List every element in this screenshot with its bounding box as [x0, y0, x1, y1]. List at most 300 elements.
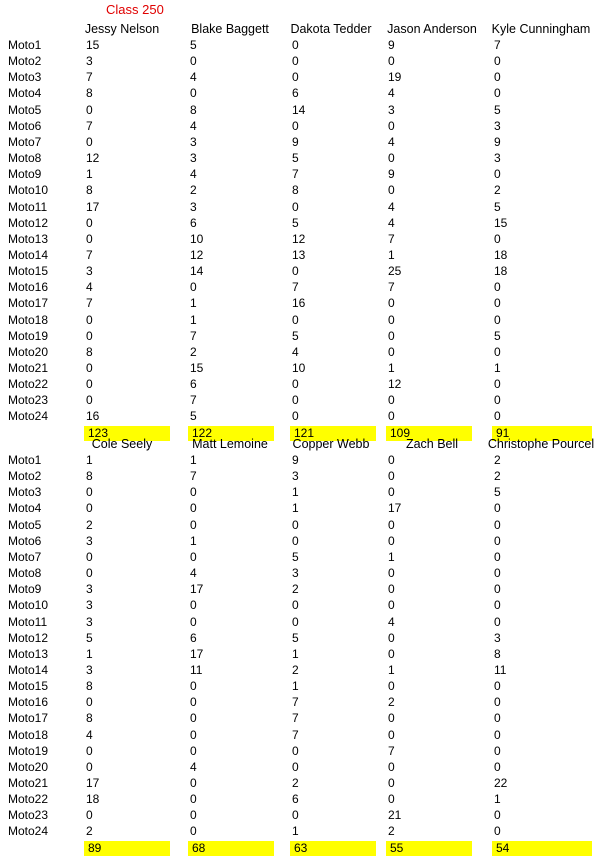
score-cell: 1: [292, 679, 299, 694]
score-cell: 7: [388, 231, 395, 246]
score-cell: 0: [292, 118, 299, 133]
moto-label: Moto6: [8, 533, 42, 548]
score-cell: 3: [86, 533, 93, 548]
score-cell: 1: [190, 296, 197, 311]
score-cell: 1: [190, 312, 197, 327]
score-cell: 22: [494, 776, 508, 790]
score-cell: 0: [190, 86, 197, 101]
score-cell: 0: [494, 296, 501, 311]
score-cell: 3: [86, 264, 93, 279]
score-cell: 0: [494, 54, 501, 69]
score-cell: 0: [494, 759, 501, 774]
score-cell: 0: [388, 727, 395, 742]
score-cell: 4: [86, 727, 93, 742]
score-cell: 0: [190, 517, 197, 532]
score-cell: 3: [86, 662, 93, 677]
score-cell: 0: [190, 614, 197, 629]
score-cell: 0: [494, 86, 501, 101]
score-cell: 8: [86, 183, 93, 198]
score-cell: 0: [494, 614, 501, 629]
score-cell: 5: [190, 409, 197, 424]
score-cell: 6: [190, 215, 197, 230]
score-cell: 0: [388, 344, 395, 359]
moto-label: Moto20: [8, 759, 49, 774]
score-cell: 0: [494, 501, 501, 516]
score-cell: 16: [86, 409, 100, 424]
score-cell: 0: [292, 743, 299, 758]
score-cell: 8: [86, 86, 93, 101]
moto-label: Moto23: [8, 808, 49, 823]
score-cell: 0: [190, 549, 197, 564]
moto-label: Moto5: [8, 102, 42, 117]
class-title: Class 250: [106, 2, 164, 17]
score-cell: 7: [292, 280, 299, 295]
score-cell: 1: [292, 485, 299, 500]
score-cell: 5: [292, 151, 299, 166]
score-cell: 0: [190, 743, 197, 758]
score-cell: 4: [190, 759, 197, 774]
moto-label: Moto17: [8, 711, 49, 726]
moto-label: Moto19: [8, 743, 49, 758]
score-cell: 4: [388, 614, 395, 629]
score-cell: 0: [494, 70, 501, 85]
moto-label: Moto8: [8, 151, 42, 166]
score-cell: 1: [86, 646, 93, 661]
score-cell: 15: [86, 38, 100, 52]
score-cell: 0: [494, 231, 501, 246]
score-cell: 7: [292, 695, 299, 710]
score-cell: 3: [86, 598, 93, 613]
moto-label: Moto5: [8, 517, 42, 532]
score-cell: 0: [388, 296, 395, 311]
score-cell: 0: [494, 679, 501, 694]
score-cell: 7: [86, 118, 93, 133]
total-cell: 121: [290, 426, 376, 441]
score-cell: 0: [86, 549, 93, 564]
moto-label: Moto2: [8, 54, 42, 69]
score-cell: 5: [494, 328, 501, 343]
score-cell: 3: [494, 151, 501, 166]
score-cell: 1: [292, 824, 299, 839]
score-cell: 0: [494, 280, 501, 295]
score-cell: 0: [86, 328, 93, 343]
score-cell: 16: [292, 296, 306, 311]
score-cell: 0: [494, 743, 501, 758]
score-cell: 14: [190, 264, 204, 279]
rider-header: Kyle Cunningham: [491, 22, 591, 36]
moto-label: Moto13: [8, 646, 49, 661]
score-cell: 0: [86, 312, 93, 327]
score-cell: 4: [190, 167, 197, 182]
score-cell: 3: [190, 134, 197, 149]
score-cell: 15: [190, 361, 204, 375]
score-cell: 11: [494, 662, 507, 677]
score-cell: 5: [86, 630, 93, 645]
score-cell: 0: [494, 409, 501, 424]
score-cell: 7: [86, 247, 93, 262]
score-cell: 0: [494, 377, 501, 392]
score-cell: 0: [190, 727, 197, 742]
moto-label: Moto3: [8, 485, 42, 500]
score-cell: 0: [190, 54, 197, 69]
score-cell: 7: [292, 167, 299, 182]
score-cell: 0: [190, 501, 197, 516]
moto-label: Moto10: [8, 183, 49, 198]
score-cell: 4: [292, 344, 299, 359]
score-cell: 1: [190, 533, 197, 548]
score-cell: 0: [292, 614, 299, 629]
score-cell: 0: [494, 533, 501, 548]
rider-header: Copper Webb: [292, 437, 370, 451]
moto-label: Moto16: [8, 695, 49, 710]
score-cell: 0: [190, 679, 197, 694]
score-cell: 0: [292, 598, 299, 613]
score-cell: 0: [86, 566, 93, 581]
score-cell: 0: [190, 808, 197, 823]
score-cell: 7: [292, 727, 299, 742]
moto-label: Moto1: [8, 38, 42, 52]
score-cell: 9: [388, 167, 395, 182]
score-cell: 0: [494, 549, 501, 564]
score-cell: 1: [388, 662, 395, 677]
score-cell: 0: [190, 776, 197, 790]
moto-label: Moto9: [8, 167, 42, 182]
moto-label: Moto18: [8, 727, 49, 742]
score-cell: 2: [190, 183, 197, 198]
score-cell: 0: [86, 501, 93, 516]
score-cell: 0: [494, 695, 501, 710]
score-cell: 0: [86, 808, 93, 823]
score-cell: 0: [388, 183, 395, 198]
score-cell: 3: [86, 614, 93, 629]
score-cell: 4: [388, 86, 395, 101]
score-cell: 2: [292, 662, 299, 677]
score-cell: 0: [388, 630, 395, 645]
score-cell: 0: [86, 134, 93, 149]
score-cell: 0: [494, 598, 501, 613]
score-cell: 2: [494, 183, 501, 198]
score-cell: 0: [494, 312, 501, 327]
score-cell: 0: [292, 377, 299, 392]
score-cell: 17: [86, 199, 100, 214]
moto-label: Moto3: [8, 70, 42, 85]
score-cell: 8: [190, 102, 197, 117]
score-cell: 10: [190, 231, 204, 246]
score-cell: 0: [494, 808, 501, 823]
score-cell: 6: [292, 86, 299, 101]
score-cell: 0: [494, 727, 501, 742]
rider-header: Dakota Tedder: [290, 22, 372, 36]
total-cell: 123: [84, 426, 170, 441]
rider-header: Matt Lemoine: [192, 437, 268, 451]
score-cell: 11: [190, 662, 203, 677]
total-cell: 122: [188, 426, 274, 441]
score-cell: 0: [388, 54, 395, 69]
score-cell: 0: [388, 118, 395, 133]
score-cell: 0: [388, 151, 395, 166]
score-cell: 15: [494, 215, 508, 230]
score-cell: 0: [86, 361, 93, 375]
moto-label: Moto2: [8, 469, 42, 484]
score-cell: 9: [292, 134, 299, 149]
score-cell: 0: [388, 409, 395, 424]
moto-label: Moto1: [8, 453, 42, 467]
score-cell: 13: [292, 247, 306, 262]
moto-label: Moto13: [8, 231, 49, 246]
score-cell: 0: [388, 646, 395, 661]
score-cell: 0: [190, 711, 197, 726]
score-cell: 19: [388, 70, 402, 85]
score-cell: 5: [494, 485, 501, 500]
score-cell: 18: [494, 247, 508, 262]
score-cell: 0: [292, 409, 299, 424]
score-cell: 0: [388, 711, 395, 726]
moto-label: Moto24: [8, 824, 49, 839]
score-cell: 17: [388, 501, 402, 516]
score-cell: 7: [190, 469, 197, 484]
score-cell: 8: [86, 711, 93, 726]
moto-label: Moto4: [8, 86, 42, 101]
rider-header: Blake Baggett: [191, 22, 269, 36]
moto-label: Moto21: [8, 776, 49, 790]
moto-label: Moto23: [8, 393, 49, 408]
score-cell: 0: [86, 485, 93, 500]
score-cell: 0: [86, 393, 93, 408]
total-cell: 63: [290, 841, 376, 856]
score-cell: 0: [86, 695, 93, 710]
score-cell: 25: [388, 264, 402, 279]
rider-header: Cole Seely: [91, 437, 153, 451]
total-cell: 68: [188, 841, 274, 856]
score-cell: 0: [86, 102, 93, 117]
score-cell: 7: [190, 393, 197, 408]
score-cell: 14: [292, 102, 306, 117]
moto-label: Moto6: [8, 118, 42, 133]
score-cell: 0: [292, 264, 299, 279]
score-cell: 0: [190, 485, 197, 500]
score-cell: 0: [292, 70, 299, 85]
score-cell: 0: [292, 199, 299, 214]
score-cell: 5: [292, 215, 299, 230]
score-cell: 4: [86, 280, 93, 295]
moto-label: Moto12: [8, 215, 49, 230]
score-cell: 0: [388, 485, 395, 500]
score-cell: 0: [388, 776, 395, 790]
score-cell: 0: [388, 328, 395, 343]
score-cell: 0: [388, 566, 395, 581]
score-cell: 0: [494, 517, 501, 532]
score-cell: 0: [388, 393, 395, 408]
score-cell: 3: [292, 566, 299, 581]
score-cell: 4: [190, 70, 197, 85]
moto-label: Moto16: [8, 280, 49, 295]
score-cell: 3: [494, 118, 501, 133]
score-cell: 0: [86, 215, 93, 230]
moto-label: Moto17: [8, 296, 49, 311]
score-cell: 0: [388, 453, 395, 467]
score-cell: 1: [494, 792, 501, 807]
total-cell: 109: [386, 426, 472, 441]
moto-label: Moto11: [8, 199, 48, 214]
score-cell: 3: [190, 199, 197, 214]
score-cell: 0: [86, 377, 93, 392]
score-cell: 8: [86, 344, 93, 359]
total-cell: 55: [386, 841, 472, 856]
score-cell: 17: [86, 776, 100, 790]
moto-label: Moto14: [8, 247, 49, 262]
score-cell: 0: [190, 598, 197, 613]
score-cell: 0: [494, 344, 501, 359]
moto-label: Moto7: [8, 549, 42, 564]
total-cell: 91: [492, 426, 592, 441]
moto-label: Moto20: [8, 344, 49, 359]
score-cell: 9: [494, 134, 501, 149]
score-cell: 2: [494, 453, 501, 467]
score-cell: 2: [388, 695, 395, 710]
score-cell: 2: [388, 824, 395, 839]
moto-label: Moto15: [8, 264, 49, 279]
score-cell: 2: [292, 776, 299, 790]
score-cell: 9: [388, 38, 395, 52]
score-cell: 6: [190, 377, 197, 392]
moto-label: Moto9: [8, 582, 42, 597]
score-cell: 2: [292, 582, 299, 597]
score-cell: 0: [292, 54, 299, 69]
moto-label: Moto8: [8, 566, 42, 581]
rider-header: Zach Bell: [405, 437, 459, 451]
moto-label: Moto24: [8, 409, 49, 424]
moto-label: Moto10: [8, 598, 49, 613]
score-cell: 12: [292, 231, 306, 246]
score-cell: 18: [86, 792, 100, 807]
score-cell: 0: [292, 517, 299, 532]
score-cell: 3: [292, 469, 299, 484]
score-cell: 5: [190, 38, 197, 52]
score-cell: 7: [86, 296, 93, 311]
score-cell: 5: [494, 102, 501, 117]
moto-label: Moto15: [8, 679, 49, 694]
score-cell: 3: [190, 151, 197, 166]
score-cell: 0: [292, 808, 299, 823]
score-cell: 10: [292, 361, 306, 375]
score-cell: 1: [388, 549, 395, 564]
score-cell: 8: [86, 469, 93, 484]
score-cell: 4: [388, 215, 395, 230]
score-cell: 0: [190, 280, 197, 295]
score-cell: 7: [86, 70, 93, 85]
moto-label: Moto22: [8, 377, 49, 392]
score-cell: 0: [388, 792, 395, 807]
score-cell: 5: [494, 199, 501, 214]
score-cell: 0: [292, 393, 299, 408]
score-cell: 9: [292, 453, 299, 467]
score-cell: 8: [86, 679, 93, 694]
score-cell: 4: [190, 118, 197, 133]
score-cell: 0: [190, 824, 197, 839]
score-cell: 5: [292, 549, 299, 564]
score-cell: 0: [494, 393, 501, 408]
score-cell: 3: [86, 582, 93, 597]
score-cell: 0: [494, 824, 501, 839]
score-cell: 7: [292, 711, 299, 726]
score-cell: 1: [388, 247, 395, 262]
score-cell: 12: [388, 377, 402, 392]
moto-label: Moto21: [8, 361, 49, 375]
score-cell: 0: [388, 582, 395, 597]
moto-label: Moto19: [8, 328, 49, 343]
score-cell: 2: [86, 824, 93, 839]
score-cell: 21: [388, 808, 402, 823]
moto-label: Moto7: [8, 134, 42, 149]
score-cell: 0: [494, 566, 501, 581]
score-cell: 17: [190, 582, 204, 597]
score-cell: 8: [494, 646, 501, 661]
score-cell: 0: [292, 312, 299, 327]
score-cell: 0: [494, 167, 501, 182]
score-cell: 0: [388, 312, 395, 327]
score-cell: 0: [388, 533, 395, 548]
score-cell: 2: [86, 517, 93, 532]
score-cell: 0: [292, 759, 299, 774]
score-cell: 1: [292, 501, 299, 516]
score-cell: 4: [388, 134, 395, 149]
score-cell: 0: [494, 711, 501, 726]
score-cell: 2: [494, 469, 501, 484]
score-cell: 1: [190, 453, 197, 467]
score-cell: 8: [292, 183, 299, 198]
score-cell: 17: [190, 646, 204, 661]
score-cell: 6: [292, 792, 299, 807]
score-cell: 7: [388, 743, 395, 758]
score-cell: 1: [292, 646, 299, 661]
score-cell: 3: [494, 630, 501, 645]
score-cell: 1: [494, 361, 501, 375]
score-cell: 1: [388, 361, 395, 375]
score-cell: 1: [86, 453, 93, 467]
score-cell: 4: [388, 199, 395, 214]
score-cell: 7: [494, 38, 501, 52]
score-cell: 0: [388, 469, 395, 484]
score-cell: 0: [388, 759, 395, 774]
moto-label: Moto14: [8, 662, 49, 677]
score-cell: 0: [388, 679, 395, 694]
score-cell: 0: [86, 231, 93, 246]
score-cell: 1: [86, 167, 93, 182]
score-cell: 0: [292, 38, 299, 52]
score-cell: 12: [190, 247, 204, 262]
score-cell: 6: [190, 630, 197, 645]
score-cell: 0: [388, 598, 395, 613]
moto-label: Moto18: [8, 312, 49, 327]
score-cell: 0: [190, 695, 197, 710]
total-cell: 89: [84, 841, 170, 856]
total-cell: 54: [492, 841, 592, 856]
moto-label: Moto12: [8, 630, 49, 645]
moto-label: Moto22: [8, 792, 49, 807]
score-cell: 7: [388, 280, 395, 295]
score-cell: 18: [494, 264, 508, 279]
score-cell: 2: [190, 344, 197, 359]
rider-header: Jessy Nelson: [84, 22, 160, 36]
score-cell: 0: [388, 517, 395, 532]
rider-header: Christophe Pourcel: [487, 437, 595, 451]
score-cell: 5: [292, 328, 299, 343]
score-cell: 3: [86, 54, 93, 69]
score-cell: 0: [494, 582, 501, 597]
score-cell: 3: [388, 102, 395, 117]
moto-label: Moto11: [8, 614, 48, 629]
score-cell: 0: [86, 759, 93, 774]
